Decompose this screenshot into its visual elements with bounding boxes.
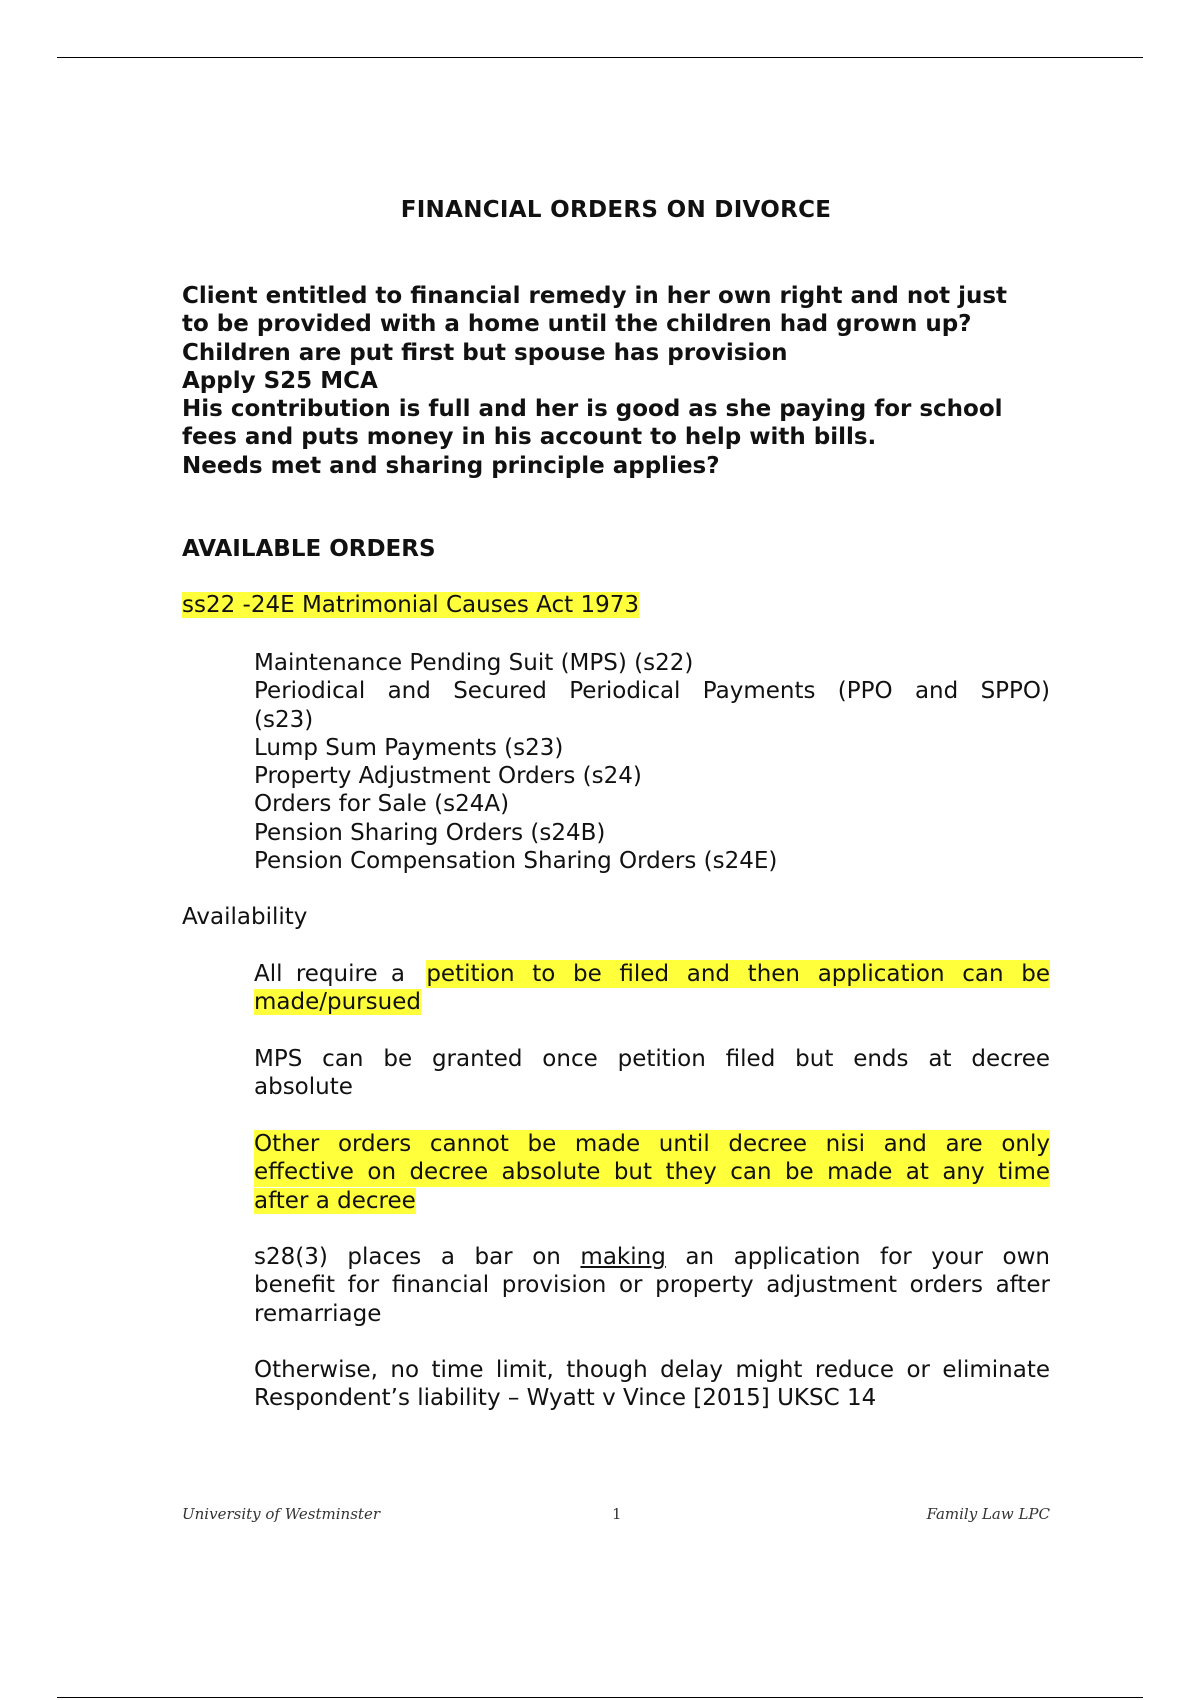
availability-paragraph-4: [254, 1243, 1050, 1328]
orders-list: [254, 649, 1050, 875]
footer-rule: [57, 1697, 1143, 1698]
availability-paragraph-3: [254, 1130, 1050, 1215]
paragraph-line: MPS can be granted once petition filed but ends at decree: [254, 1046, 1050, 1072]
paragraph-text: All require a: [254, 961, 419, 987]
intro-line: Children are put first but spouse has provision: [182, 339, 788, 366]
highlighted-text: petition to be filed and then application can be: [426, 961, 1050, 987]
intro-line: Client entitled to financial remedy in her own right and not just: [182, 283, 1008, 309]
intro-notes: [182, 282, 1050, 480]
order-item: Lump Sum Payments (s23): [254, 734, 564, 761]
order-item: Pension Sharing Orders (s24B): [254, 819, 606, 846]
paragraph-line: [254, 960, 1050, 988]
paragraph-text: an application for your own: [665, 1244, 1050, 1270]
section-heading: AVAILABLE ORDERS: [182, 536, 436, 562]
order-item: Orders for Sale (s24A): [254, 791, 510, 818]
availability-paragraph-1: [254, 960, 1050, 1017]
header-rule: [57, 57, 1143, 58]
act-reference-highlight: ss22 -24E Matrimonial Causes Act 1973: [182, 592, 639, 618]
underlined-text: making: [580, 1244, 666, 1270]
availability-paragraph-5: [254, 1356, 1050, 1413]
act-reference: [182, 592, 639, 618]
paragraph-line: Respondent’s liability – Wyatt v Vince [2015] UKSC 14: [254, 1385, 877, 1412]
paragraph-text: s28(3) places a bar on: [254, 1244, 581, 1270]
intro-line: His contribution is full and her is good as she paying for school: [182, 396, 1003, 423]
highlighted-text: after a decree: [254, 1187, 416, 1214]
paragraph-line: benefit for financial provision or property adjustment orders after: [254, 1272, 1050, 1299]
paragraph-line: [254, 988, 1050, 1016]
intro-line: Apply S25 MCA: [182, 367, 378, 394]
paragraph-line: Otherwise, no time limit, though delay might reduce or eliminate: [254, 1357, 1050, 1383]
intro-line: fees and puts money in his account to help with bills.: [182, 424, 877, 451]
highlighted-text: Other orders cannot be made until decree nisi and are only: [254, 1131, 1050, 1157]
order-item: Property Adjustment Orders (s24): [254, 763, 642, 790]
footer-course: Family Law LPC: [926, 1505, 1050, 1523]
paragraph-line: remarriage: [254, 1300, 382, 1327]
paragraph-line: [254, 1243, 1050, 1271]
intro-line: to be provided with a home until the children had grown up?: [182, 311, 972, 338]
availability-paragraph-2: [254, 1045, 1050, 1102]
highlighted-text: made/pursued: [254, 989, 421, 1016]
footer-page-number: 1: [612, 1505, 622, 1523]
footer-institution: University of Westminster: [182, 1505, 380, 1523]
order-item: Maintenance Pending Suit (MPS) (s22): [254, 650, 694, 676]
document-title: FINANCIAL ORDERS ON DIVORCE: [400, 197, 832, 223]
intro-line: Needs met and sharing principle applies?: [182, 452, 720, 479]
highlighted-text: effective on decree absolute but they can be made at any time: [254, 1159, 1050, 1186]
order-item: (s23): [254, 706, 314, 733]
paragraph-line: absolute: [254, 1074, 353, 1101]
order-item: Periodical and Secured Periodical Payments (PPO and SPPO): [254, 678, 1050, 705]
availability-heading: Availability: [182, 904, 308, 930]
order-item: Pension Compensation Sharing Orders (s24E): [254, 848, 778, 875]
